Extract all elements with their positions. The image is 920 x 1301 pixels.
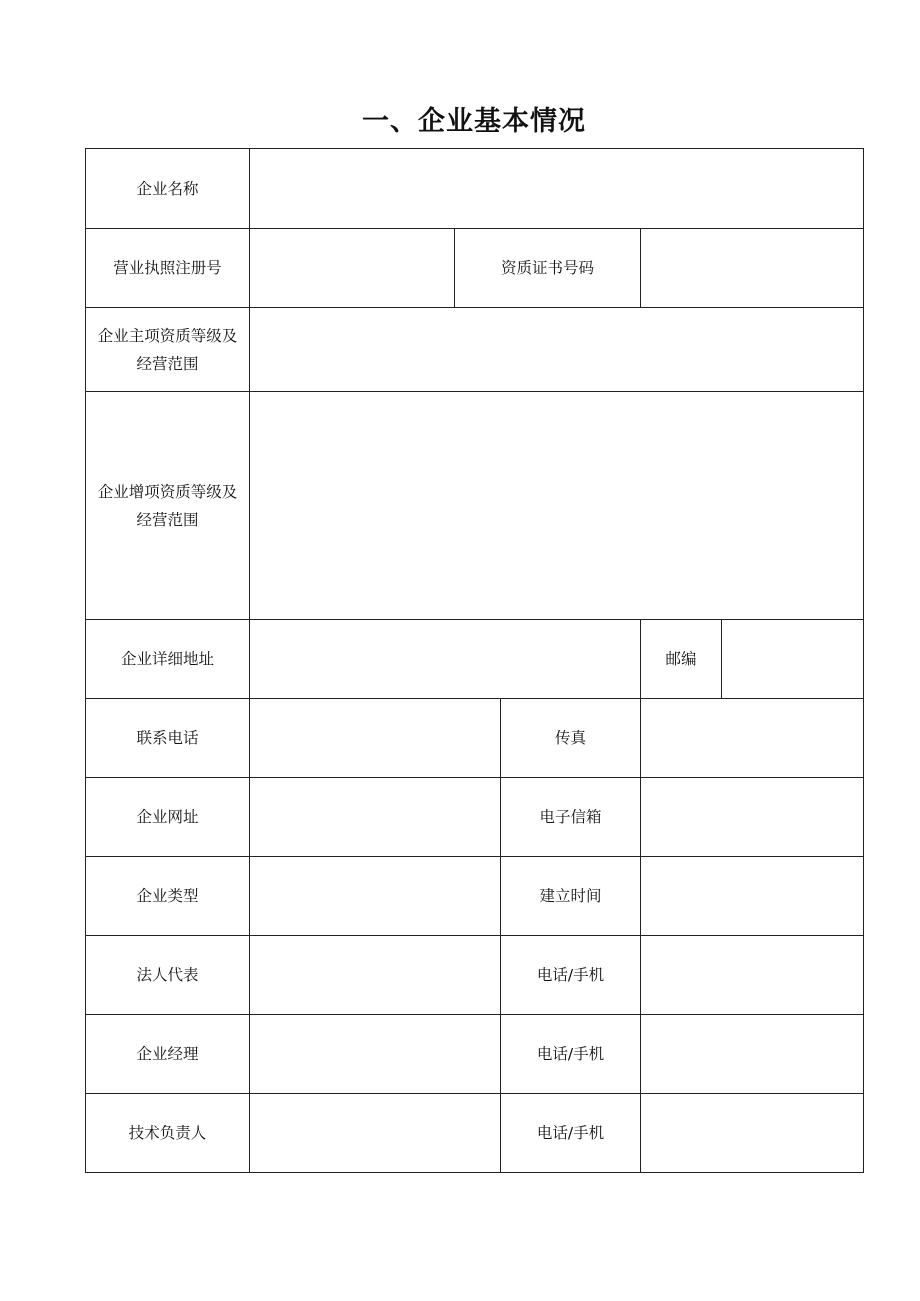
tech-lead-label: 技术负责人 [85, 1093, 250, 1173]
manager-contact-field[interactable] [640, 1014, 864, 1094]
certificate-number-field[interactable] [640, 228, 864, 308]
manager-label: 企业经理 [85, 1014, 250, 1094]
website-label: 企业网址 [85, 777, 250, 857]
zip-code-label: 邮编 [640, 619, 722, 699]
phone-label: 联系电话 [85, 698, 250, 778]
address-field[interactable] [249, 619, 641, 699]
tech-lead-field[interactable] [249, 1093, 501, 1173]
email-field[interactable] [640, 777, 864, 857]
main-qualification-label: 企业主项资质等级及 经营范围 [85, 307, 250, 392]
fax-label: 传真 [500, 698, 641, 778]
company-type-label: 企业类型 [85, 856, 250, 936]
address-label: 企业详细地址 [85, 619, 250, 699]
extra-qualification-label: 企业增项资质等级及 经营范围 [85, 391, 250, 620]
founded-date-field[interactable] [640, 856, 864, 936]
manager-contact-label: 电话/手机 [500, 1014, 641, 1094]
legal-rep-contact-field[interactable] [640, 935, 864, 1015]
manager-field[interactable] [249, 1014, 501, 1094]
tech-lead-contact-label: 电话/手机 [500, 1093, 641, 1173]
certificate-number-label: 资质证书号码 [454, 228, 641, 308]
license-number-field[interactable] [249, 228, 455, 308]
company-name-field[interactable] [249, 148, 864, 229]
legal-representative-field[interactable] [249, 935, 501, 1015]
email-label: 电子信箱 [500, 777, 641, 857]
legal-representative-label: 法人代表 [85, 935, 250, 1015]
zip-code-field[interactable] [721, 619, 864, 699]
company-name-label: 企业名称 [85, 148, 250, 229]
company-type-field[interactable] [249, 856, 501, 936]
page-title: 一、企业基本情况 [362, 106, 586, 137]
legal-rep-contact-label: 电话/手机 [500, 935, 641, 1015]
license-number-label: 营业执照注册号 [85, 228, 250, 308]
founded-date-label: 建立时间 [500, 856, 641, 936]
main-qualification-field[interactable] [249, 307, 864, 392]
fax-field[interactable] [640, 698, 864, 778]
phone-field[interactable] [249, 698, 501, 778]
tech-lead-contact-field[interactable] [640, 1093, 864, 1173]
website-field[interactable] [249, 777, 501, 857]
extra-qualification-field[interactable] [249, 391, 864, 620]
